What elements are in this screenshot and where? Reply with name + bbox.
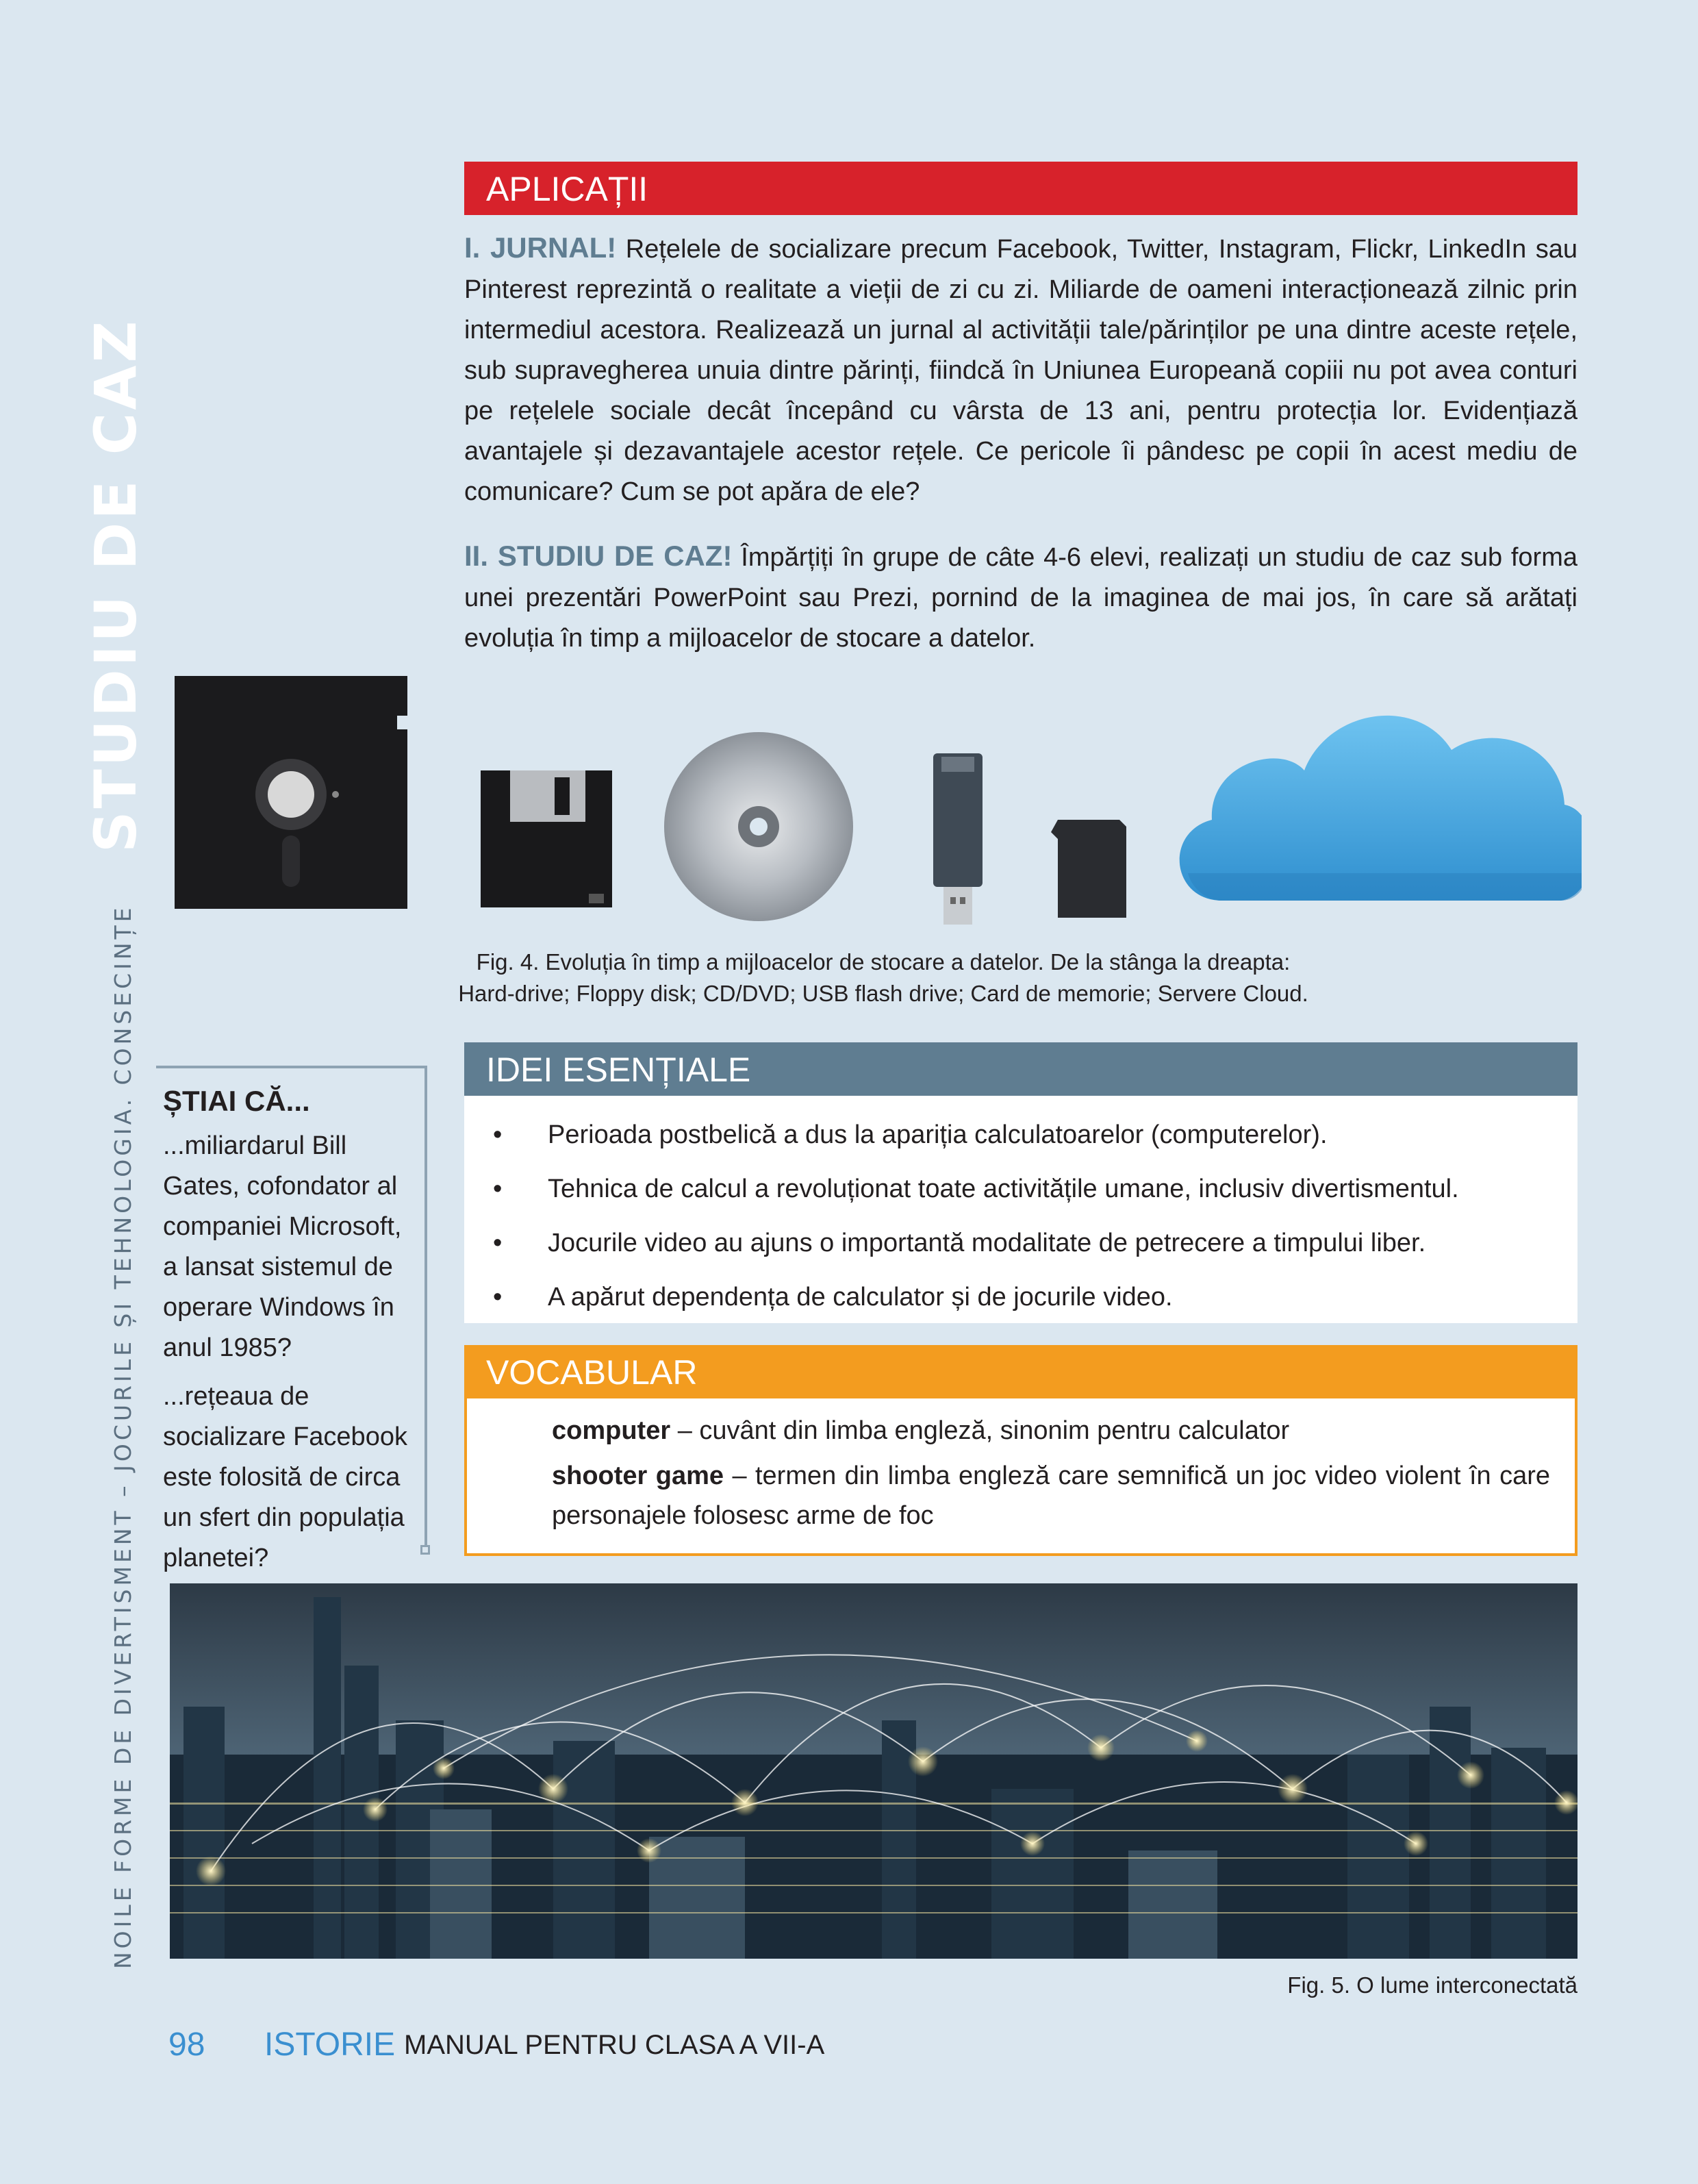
list-item: • A apărut dependența de calculator și de jocurile video. bbox=[493, 1270, 1577, 1325]
stiai-fact-1: ...miliardarul Bill Gates, cofondator al companiei Microsoft, a lansat sistemul de operare Windows în anul 1985? bbox=[163, 1131, 402, 1362]
idei-list bbox=[493, 1108, 1577, 1325]
figure4-caption bbox=[411, 946, 1356, 1009]
jurnal-paragraph bbox=[464, 227, 1577, 515]
stiai-title: ȘTIAI CĂ... bbox=[163, 1085, 310, 1117]
idei-header: IDEI ESENȚIALE bbox=[464, 1042, 1577, 1096]
usb-flash-drive-image bbox=[933, 753, 983, 925]
jurnal-lead: I. JURNAL! bbox=[464, 231, 617, 264]
vocabular-definition: – cuvânt din limba engleză, sinonim pentru calculator bbox=[670, 1416, 1290, 1445]
vocabular-header: VOCABULAR bbox=[464, 1345, 1577, 1398]
studiu-paragraph bbox=[464, 536, 1577, 659]
vocabular-entry-2 bbox=[552, 1456, 1550, 1535]
interconnected-city-image bbox=[170, 1583, 1577, 1959]
book-title: MANUAL PENTRU CLASA A VII-A bbox=[404, 2030, 825, 2060]
hard-drive-image bbox=[175, 676, 409, 909]
figure5-caption: Fig. 5. O lume interconectată bbox=[1287, 1972, 1577, 1998]
list-item: • Tehnica de calcul a revoluționat toate activitățile umane, inclusiv divertismentul. bbox=[493, 1162, 1577, 1216]
jurnal-text: Rețelele de socializare precum Facebook, Twitter, Instagram, Flickr, LinkedIn sau Pinterest reprezintă o realitate a vieții de zi cu zi. Miliarde de oameni interacționează zilnic prin intermediul acestora. Realizează un jurnal al activității tale/părinților pe una dintre aceste rețele, sub supravegherea unuia dintre părinți, fiindcă în Uniunea Europeană copiii nu pot avea conturi pe rețelele sociale decât începând cu vârsta de 13 ani, pentru protecția lor. Evidențiază avantajele și dezavantajele acestor rețele. Ce pericole îi pândesc pe copii în acest mediu de comunicare? Cum se pot apăra de ele? bbox=[464, 235, 1577, 506]
cloud-image bbox=[1180, 716, 1582, 901]
page-number: 98 bbox=[168, 2026, 205, 2063]
studiu-lead: II. STUDIU DE CAZ! bbox=[464, 540, 733, 572]
list-item: • Perioada postbelică a dus la apariția calculatoarelor (computerelor). bbox=[493, 1108, 1577, 1162]
vocabular-body bbox=[464, 1398, 1577, 1556]
vocabular-term: shooter game bbox=[552, 1461, 724, 1490]
vocabular-term: computer bbox=[552, 1416, 671, 1445]
stiai-frame-end-marker bbox=[420, 1545, 430, 1555]
side-chapter-label: NOILE FORME DE DIVERTISMENT – JOCURILE ȘI TEHNOLOGIA. CONSECINȚE bbox=[110, 904, 136, 1969]
cd-dvd-image bbox=[664, 732, 853, 921]
stiai-text bbox=[163, 1126, 416, 1587]
vocabular-definition: – termen din limba engleză care semnifică un joc video violent în care personajele folosesc arme de foc bbox=[552, 1461, 1551, 1530]
studiu-text: Împărțiți în grupe de câte 4-6 elevi, realizați un studiu de caz sub forma unei prezentări PowerPoint sau Prezi, pornind de la imaginea de mai jos, în care să arătați evoluția în timp a mijloacelor de stocare a datelor. bbox=[464, 543, 1577, 653]
idei-body bbox=[464, 1096, 1577, 1323]
stiai-fact-2: ...rețeaua de socializare Facebook este folosită de circa un sfert din populația planetei? bbox=[163, 1382, 407, 1572]
floppy-disk-image bbox=[481, 770, 612, 907]
figure4-caption-line1: Fig. 4. Evoluția în timp a mijloacelor de stocare a datelor. De la stânga la dreapta: bbox=[476, 949, 1291, 975]
memory-card-image bbox=[1051, 820, 1126, 918]
vocabular-entry-1 bbox=[552, 1411, 1550, 1451]
list-item: • Jocurile video au ajuns o importantă modalitate de petrecere a timpului liber. bbox=[493, 1216, 1577, 1270]
storage-devices-figure bbox=[164, 668, 1582, 928]
side-section-label: STUDIU DE CAZ bbox=[82, 318, 149, 853]
aplicatii-header: APLICAȚII bbox=[464, 162, 1577, 215]
subject-label: ISTORIE bbox=[264, 2026, 396, 2063]
figure4-caption-line2: Hard-drive; Floppy disk; CD/DVD; USB flash drive; Card de memorie; Servere Cloud. bbox=[458, 981, 1308, 1006]
